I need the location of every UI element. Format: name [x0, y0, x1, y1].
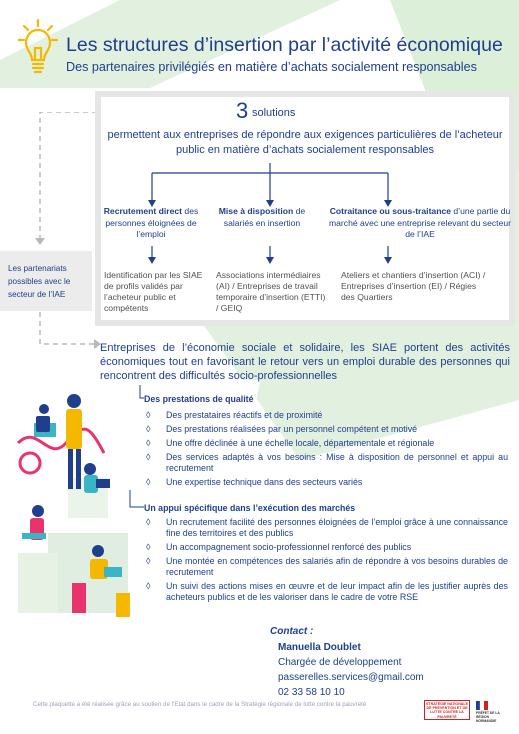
diamond-bullet-icon: ◊	[146, 581, 151, 591]
side-note-text: Les partenariats possibles avec le secteur de l’IAE	[8, 264, 71, 299]
solutions-number: 3	[236, 98, 249, 123]
section-support-list: ◊ Un recrutement facilité des personnes éloignées de l’emploi grâce à une connaissance fine des territoires et des publics ◊ Un accompagnement socio-professionnel renforcé des publics ◊ Une montée en compétences des salariés afin de répondre à vos besoins durables de recrutement ◊ Un suivi des actions mises en œuvre et de leur impact afin de les justifier auprès des acheteurs publics et de les valoriser dans le cadre de votre RSE	[146, 517, 508, 603]
diamond-bullet-icon: ◊	[146, 477, 151, 487]
contact-label: Contact :	[270, 626, 314, 637]
section-quality-list: ◊ Des prestataires réactifs et de proximité ◊ Des prestations réalisées par un personnel compétent et motivé ◊ Une offre déclinée à une échelle locale, départementale et régionale ◊ Des services adaptés à vos besoins : Mise à disposition de personnel et appui au recrutement ◊ Une expertise technique dans des secteurs variés	[146, 410, 508, 487]
solution-1-heading: Recrutement direct des personnes éloignées de l’emploi	[103, 206, 199, 239]
contact-email-link[interactable]: passerelles.services@gmail.com	[278, 672, 424, 683]
solution-3-heading: Cotraitance ou sous-traitance d’une partie du marché avec une entreprise relevant du secteur de l’IAE	[328, 206, 511, 239]
section-quality-title: Des prestations de qualité	[144, 394, 254, 404]
diamond-bullet-icon: ◊	[146, 517, 151, 527]
diamond-bullet-icon: ◊	[146, 424, 151, 434]
solution-3-body: Ateliers et chantiers d’insertion (ACI) / Entreprises d’insertion (EI) / Régies des Quartiers	[341, 270, 486, 302]
footer-text: Cette plaquette a été réalisée grâce au soutien de l’Etat dans le cadre de la Stratégie régionale de lutte contre la pauvreté	[33, 701, 367, 708]
solution-arrows	[100, 244, 519, 266]
contact-name: Manuella Doublet	[278, 642, 361, 653]
lightbulb-icon	[18, 18, 58, 80]
diamond-bullet-icon: ◊	[146, 556, 151, 566]
diamond-bullet-icon: ◊	[146, 438, 151, 448]
tree-connector	[140, 163, 400, 209]
page-subtitle: Des partenaires privilégiés en matière d’achats socialement responsables	[66, 60, 477, 74]
contact-role: Chargée de développement	[278, 657, 402, 668]
page-title: Les structures d’insertion par l’activité économique	[66, 34, 503, 56]
solutions-intro: permettent aux entreprises de répondre aux exigences particulières de l’acheteur public en matière d’achats socialement responsables	[107, 129, 503, 156]
contact-phone: 02 33 58 10 10	[278, 687, 345, 698]
solution-2-body: Associations intermédiaires (AI) / Entreprises de travail temporaire d’insertion (ETTI) / GEIQ	[216, 270, 326, 313]
people-illustration	[8, 383, 138, 623]
strategy-logo-text: STRATÉGIE NATIONALE DE PRÉVENTION ET DE LUTTE CONTRE LA PAUVRETÉ	[426, 702, 468, 719]
diamond-bullet-icon: ◊	[146, 410, 151, 420]
section-support-title: Un appui spécifique dans l’exécution des marchés	[144, 503, 356, 513]
solution-2-heading: Mise à disposition de salariés en insertion	[218, 206, 306, 228]
solutions-word: solutions	[252, 107, 296, 119]
diamond-bullet-icon: ◊	[146, 452, 151, 462]
solution-1-body: Identification par les SIAE de profils validés par l’acheteur public et compétents	[104, 270, 203, 313]
intro-paragraph: Entreprises de l’économie sociale et solidaire, les SIAE portent des activités économiques tout en favorisant le retour vers un emploi durable des personnes qui rencontrent des difficultés socio-professionnelles	[100, 342, 510, 383]
diamond-bullet-icon: ◊	[146, 542, 151, 552]
prefet-logo-text: PRÉFET DE LA RÉGION NORMANDIE	[476, 711, 500, 723]
